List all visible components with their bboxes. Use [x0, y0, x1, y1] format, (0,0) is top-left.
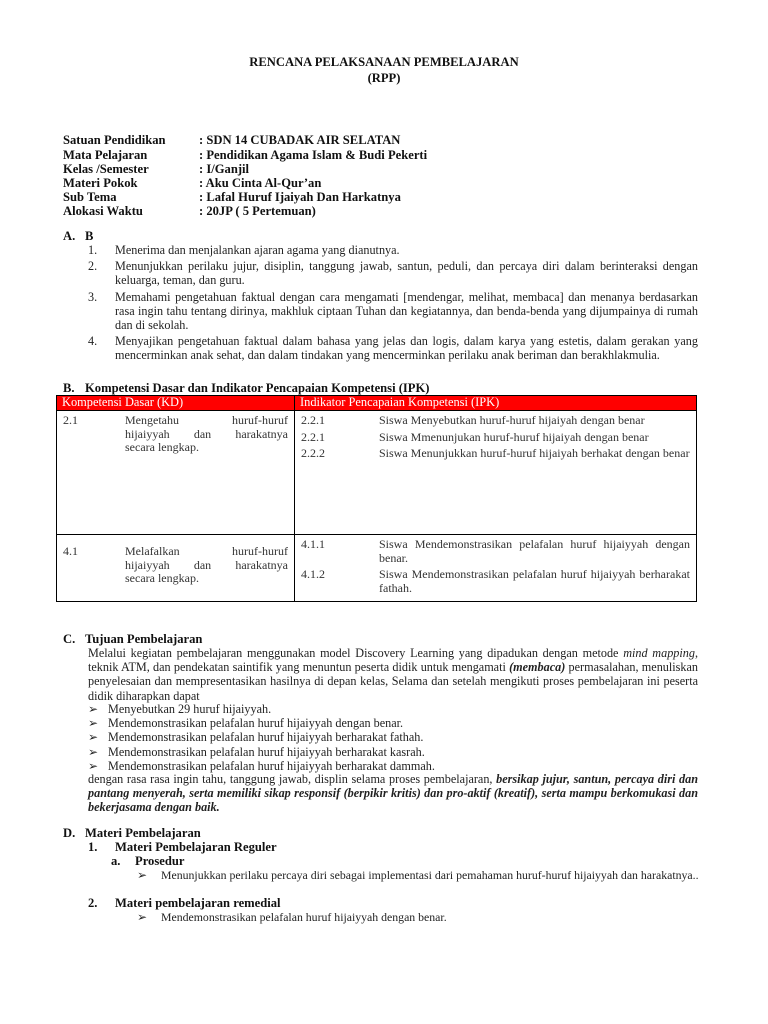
procedure-item — [137, 868, 699, 882]
closing-text: dengan rasa rasa ingin tahu, tanggung jawab, displin selama proses pembelajaran, — [88, 772, 497, 786]
objective-list — [88, 702, 698, 773]
intro-text: permasalahan, menuliskan penyelesaian dan mempresentasikan hasilnya di depan kelas, Selama dan setelah mengikuti proses pembelajaran ini peserta didik diharapkan dapat — [88, 660, 698, 703]
ipk-text: Siswa Mendemonstrasikan pelafalan huruf hijaiyyah berharakat fathah. — [379, 567, 690, 595]
kd-number: 4.1 — [63, 544, 78, 558]
subheading-number: 1. — [88, 840, 98, 854]
section-letter: B. — [63, 381, 75, 395]
ipk-item — [301, 538, 690, 565]
ipk-item — [301, 414, 690, 428]
identity-value: : I/Ganjil — [199, 162, 250, 176]
subheading-text: Materi Pembelajaran Reguler — [115, 840, 277, 854]
item-text: Mendemonstrasikan pelafalan huruf hijaiyyah dengan benar. — [108, 716, 404, 731]
kd-cell — [57, 411, 295, 535]
learning-objective-intro — [88, 646, 698, 703]
table-header-row — [57, 396, 697, 411]
list-item — [88, 745, 698, 759]
kd-text-line: Mengetahu huruf-huruf — [125, 413, 288, 427]
item-number: 4. — [88, 334, 98, 349]
list-item — [88, 702, 698, 716]
section-title: Kompetensi Dasar dan Indikator Pencapaian Kompetensi (IPK) — [85, 381, 430, 395]
item-text: Mendemonstrasikan pelafalan huruf hijaiyyah berharakat dammah. — [108, 758, 435, 773]
intro-emphasis: (membaca) — [509, 660, 566, 675]
identity-value: : 20JP ( 5 Pertemuan) — [199, 204, 316, 218]
subheading-text: Prosedur — [135, 854, 185, 868]
ipk-number: 2.2.1 — [301, 413, 325, 427]
arrow-bullet-icon: ➢ — [137, 910, 147, 924]
item-text: Mendemonstrasikan pelafalan huruf hijaiyyah berharakat kasrah. — [108, 744, 425, 759]
item-text: Menyajikan pengetahuan faktual dalam bahasa yang jelas dan logis, dalam karya yang estetis, dalam gerakan yang mencerminkan anak sehat, dan dalam tindakan yang mencerminkan perilaku anak beriman dan berakhlakmulia. — [115, 334, 698, 363]
item-text: Menyebutkan 29 huruf hijaiyyah. — [108, 702, 272, 716]
document-title: RENCANA PELAKSANAAN PEMBELAJARAN — [249, 55, 519, 69]
section-letter: C. — [63, 632, 76, 646]
intro-emphasis: mind mapping — [623, 646, 695, 660]
closing-emphasis: bersikap jujur, santun, percaya diri dan pantang menyerah, serta memiliki sikap responsif (berpikir kritis) dan pro-aktif (kreatif), serta mampu berkomukasi dan bekerjasama dengan baik. — [88, 772, 698, 815]
ipk-text: Siswa Menyebutkan huruf-huruf hijaiyah dengan benar — [379, 413, 645, 427]
ipk-text: Siswa Mmenunjukan huruf-huruf hijaiyah dengan benar — [379, 429, 649, 444]
arrow-bullet-icon: ➢ — [88, 716, 99, 731]
kd-text-line: secara lengkap. — [125, 440, 199, 455]
ipk-cell — [295, 411, 697, 535]
table-row — [57, 411, 697, 535]
intro-text: Melalui kegiatan pembelajaran menggunakan model Discovery Learning yang dipadukan dengan metode — [88, 646, 624, 660]
item-number: 3. — [88, 289, 98, 304]
arrow-bullet-icon: ➢ — [88, 702, 99, 716]
list-item — [88, 759, 698, 773]
identity-label: Satuan Pendidikan — [63, 133, 166, 147]
identity-label: Mata Pelajaran — [63, 148, 148, 162]
ipk-text: Siswa Mendemonstrasikan pelafalan huruf hijaiyyah dengan benar. — [379, 537, 690, 565]
section-title: B — [85, 229, 94, 243]
learning-objective-closing — [88, 772, 698, 815]
identity-value: : Lafal Huruf Ijaiyah Dan Harkatnya — [199, 190, 401, 204]
ipk-cell — [295, 535, 697, 602]
intro-text: , teknik ATM, dan pendekatan saintifik yang menuntun peserta didik untuk mengamati — [88, 646, 699, 675]
table-header-kd: Kompetensi Dasar (KD) — [57, 396, 295, 411]
subheading-letter: a. — [111, 854, 121, 868]
subheading-text: Materi pembelajaran remedial — [115, 896, 281, 910]
identity-value: : Pendidikan Agama Islam & Budi Pekerti — [199, 148, 428, 162]
list-item — [88, 259, 698, 287]
item-number: 1. — [88, 243, 98, 257]
kd-text-line: secara lengkap. — [125, 571, 199, 586]
item-text: Menunjukkan perilaku jujur, disiplin, tanggung jawab, santun, peduli, dan percaya diri dalam berinteraksi dengan keluarga, teman, dan guru. — [115, 259, 698, 288]
subheading-number: 2. — [88, 896, 98, 910]
section-title: Materi Pembelajaran — [85, 826, 201, 840]
item-text: Mendemonstrasikan pelafalan huruf hijaiyyah berharakat fathah. — [108, 730, 424, 745]
ipk-number: 2.2.1 — [301, 429, 325, 444]
list-item — [88, 334, 698, 362]
competency-table — [56, 395, 697, 602]
item-text: Memahami pengetahuan faktual dengan cara mengamati [mendengar, melihat, membaca] dan menanya berdasarkan rasa ingin tahu tentang dirinya, makhluk ciptaan Tuhan dan kegiatannya, dan benda-benda yang dijumpainya di rumah dan di sekolah. — [115, 289, 698, 333]
document-subtitle: (RPP) — [367, 71, 401, 85]
kd-text-line: hijaiyyah dan harakatnya — [125, 426, 288, 441]
arrow-bullet-icon: ➢ — [88, 744, 99, 759]
identity-value: : Aku Cinta Al-Qur’an — [199, 176, 322, 190]
identity-label: Kelas /Semester — [63, 162, 149, 176]
list-item — [88, 290, 698, 333]
section-title: Tujuan Pembelajaran — [85, 632, 203, 646]
ipk-item — [301, 568, 690, 595]
item-number: 2. — [88, 259, 98, 274]
arrow-bullet-icon: ➢ — [137, 868, 147, 882]
kd-cell — [57, 535, 295, 602]
core-competency-list — [88, 243, 698, 365]
identity-label: Materi Pokok — [63, 176, 138, 190]
arrow-bullet-icon: ➢ — [88, 758, 99, 773]
ipk-number: 4.1.2 — [301, 567, 325, 582]
section-letter: D. — [63, 826, 76, 840]
list-item — [88, 730, 698, 744]
ipk-item — [301, 431, 690, 445]
ipk-number: 2.2.2 — [301, 446, 325, 461]
identity-label: Alokasi Waktu — [63, 204, 143, 218]
remedial-item — [137, 910, 699, 924]
table-row — [57, 535, 697, 602]
item-text: Menerima dan menjalankan ajaran agama yang dianutnya. — [115, 243, 400, 257]
identity-value: : SDN 14 CUBADAK AIR SELATAN — [199, 133, 401, 147]
item-text: Menunjukkan perilaku percaya diri sebagai implementasi dari pemahaman huruf-huruf hijaiyyah dan harakatnya.. — [161, 868, 699, 882]
ipk-number: 4.1.1 — [301, 537, 325, 551]
identity-label: Sub Tema — [63, 190, 117, 204]
list-item — [88, 716, 698, 730]
kd-text-line: Melafalkan huruf-huruf — [125, 544, 288, 558]
kd-number: 2.1 — [63, 413, 78, 427]
table-header-ipk: Indikator Pencapaian Kompetensi (IPK) — [295, 396, 697, 411]
ipk-text: Siswa Menunjukkan huruf-huruf hijaiyah berhakat dengan benar — [379, 446, 690, 461]
list-item — [88, 243, 698, 257]
section-letter: A. — [63, 229, 76, 243]
ipk-item — [301, 447, 690, 461]
arrow-bullet-icon: ➢ — [88, 730, 99, 745]
item-text: Mendemonstrasikan pelafalan huruf hijaiyyah dengan benar. — [161, 910, 447, 924]
kd-text-line: hijaiyyah dan harakatnya — [125, 557, 288, 572]
